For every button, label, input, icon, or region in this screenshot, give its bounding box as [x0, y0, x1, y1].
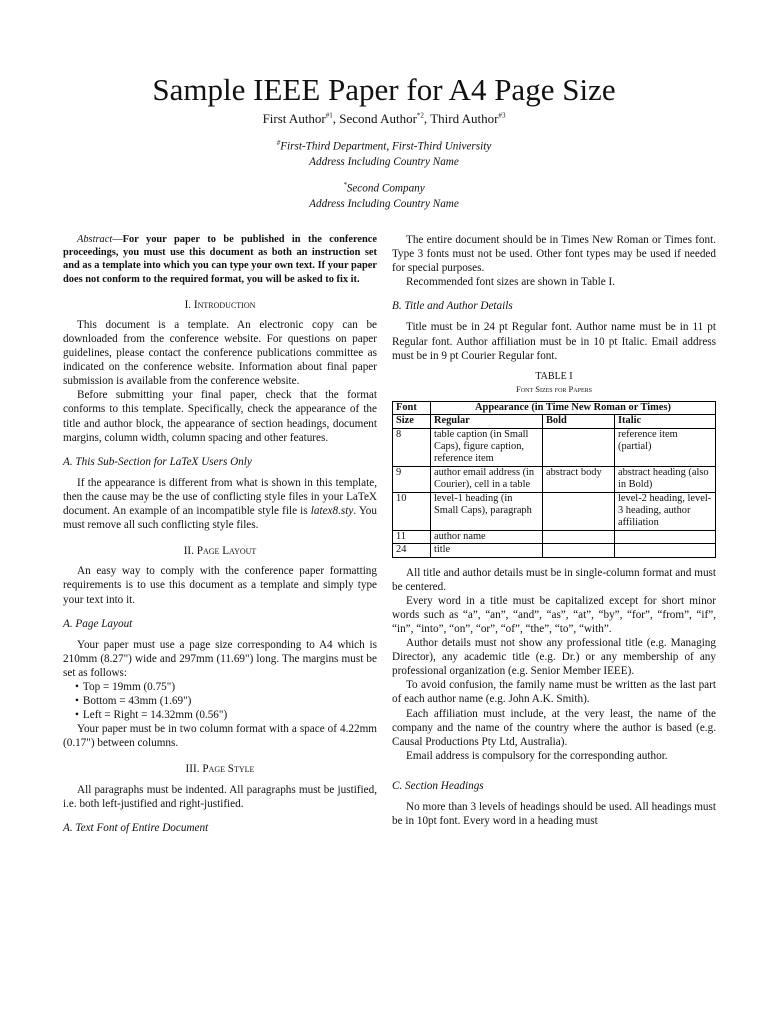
- paragraph: An easy way to comply with the conference paper formatting requirements is to use this document as a template and simply type your text into it.: [63, 565, 377, 606]
- table-header-appearance: Appearance (in Time New Roman or Times): [431, 401, 716, 414]
- paragraph: If the appearance is different from what is shown in this template, then the cause may be the use of conflicting style files in your LaTeX document. An example of an incompatible style file is latex8.sty. You must remove all such conflicting style files.: [63, 476, 377, 532]
- paragraph: Before submitting your final paper, check that the format conforms to this template. Specifically, check the appearance of the title and author block, the appearance of section headings, document margins, column width, column spacing and other features.: [63, 389, 377, 444]
- table-header-regular: Regular: [431, 415, 543, 428]
- subsection-heading-section-headings: C. Section Headings: [392, 779, 484, 792]
- subsection-heading-page-layout: A. Page Layout: [63, 617, 133, 630]
- table-caption: TABLE I: [535, 370, 573, 382]
- list-item: • Top = 19mm (0.75"): [63, 680, 377, 694]
- table-row: 9 author email address (in Courier), cell in a table abstract body abstract heading (also in Bold): [393, 466, 716, 492]
- margin-list: [63, 680, 377, 722]
- section-heading-page-layout: II. Page Layout: [183, 545, 257, 558]
- subsection-heading-text-font: A. Text Font of Entire Document: [63, 821, 209, 834]
- subsection-heading-title-author: B. Title and Author Details: [392, 300, 513, 313]
- affiliation-2: *Second Company Address Including Country Name: [309, 181, 459, 210]
- list-item: • Left = Right = 14.32mm (0.56"): [63, 708, 377, 722]
- table-row: 8 table caption (in Small Caps), figure caption, reference item reference item (partial): [393, 428, 716, 466]
- paragraph: Your paper must be in two column format with a space of 4.22mm (0.17") between columns.: [63, 723, 377, 750]
- paragraph: Author details must not show any professional title (e.g. Managing Director), any academic title (e.g. Dr.) or any membership of any professional organization (e.g. Senior Member IEEE).: [392, 637, 716, 678]
- paragraph: All title and author details must be in single-column format and must be centered.: [392, 566, 716, 593]
- paragraph: Email address is compulsory for the corresponding author.: [406, 749, 668, 762]
- table-header-italic: Italic: [615, 415, 716, 428]
- author-third: Third Author: [430, 111, 499, 126]
- table-row: 11 author name: [393, 530, 716, 543]
- paragraph: The entire document should be in Times New Roman or Times font. Type 3 fonts must not be used. Other font types may be used if needed for special purposes.: [392, 234, 716, 275]
- table-header-bold: Bold: [543, 415, 615, 428]
- section-heading-introduction: I. Introduction: [184, 298, 256, 311]
- paragraph: Each affiliation must include, at the very least, the name of the company and the name of the country where the author is based (e.g. Causal Productions Pty Ltd, Australia).: [392, 707, 716, 748]
- paragraph: Every word in a title must be capitalized except for short minor words such as “a”, “an”, “and”, “as”, “at”, “by”, “for”, “from”, “if”, “in”, “into”, “on”, “or”, “of”, “the”, “to”, “with”.: [392, 594, 716, 635]
- paragraph: All paragraphs must be indented. All paragraphs must be justified, i.e. both left-justified and right-justified.: [63, 783, 377, 810]
- table-subcaption: Font Sizes for Papers: [516, 383, 592, 394]
- paragraph: Recommended font sizes are shown in Table I.: [406, 276, 616, 289]
- paragraph: To avoid confusion, the family name must be written as the last part of each author name (e.g. John A.K. Smith).: [392, 679, 716, 706]
- subsection-heading-latex: A. This Sub-Section for LaTeX Users Only: [63, 455, 252, 468]
- paragraph: Your paper must use a page size corresponding to A4 which is 210mm (8.27") wide and 297mm (11.69") long. The margins must be set as follows:: [63, 638, 377, 679]
- table-header-font: Font: [393, 401, 431, 414]
- abstract: Abstract—For your paper to be published in the conference proceedings, you must use this document as both an instruction set and as a template into which you can type your own text. If your paper does not conform to the required format, you will be asked to fix it.: [63, 234, 377, 285]
- table-header-size: Size: [393, 415, 431, 428]
- author-second: Second Author: [339, 111, 417, 126]
- right-column: [392, 233, 716, 828]
- paragraph: This document is a template. An electronic copy can be downloaded from the conference website. For questions on paper guidelines, please contact the conference publications committee as indicated on the conference website. Information about final paper submission is available from the conference website.: [63, 318, 377, 388]
- table-row: 10 level-1 heading (in Small Caps), paragraph level-2 heading, level-3 heading, author affiliation: [393, 492, 716, 530]
- paragraph: No more than 3 levels of headings should be used. All headings must be in 10pt font. Every word in a heading must: [392, 801, 716, 828]
- paper-title: Sample IEEE Paper for A4 Page Size: [152, 72, 616, 107]
- section-heading-page-style: III. Page Style: [185, 763, 255, 776]
- author-line: First Author$^{\#1}$, Second Author$^{*2}$, Third Author$^{\#3}$: [262, 111, 506, 126]
- author-first: First Author: [262, 111, 326, 126]
- table-row: 24 title: [393, 544, 716, 557]
- left-column: [63, 233, 377, 842]
- affiliation-1: #First-Third Department, First-Third University Address Including Country Name: [276, 139, 492, 168]
- font-size-table: [392, 401, 716, 558]
- paragraph: Title must be in 24 pt Regular font. Author name must be in 11 pt Regular font. Author affiliation must be in 10 pt Italic. Email address must be in 9 pt Courier Regular font.: [392, 321, 716, 362]
- list-item: • Bottom = 43mm (1.69"): [63, 694, 377, 708]
